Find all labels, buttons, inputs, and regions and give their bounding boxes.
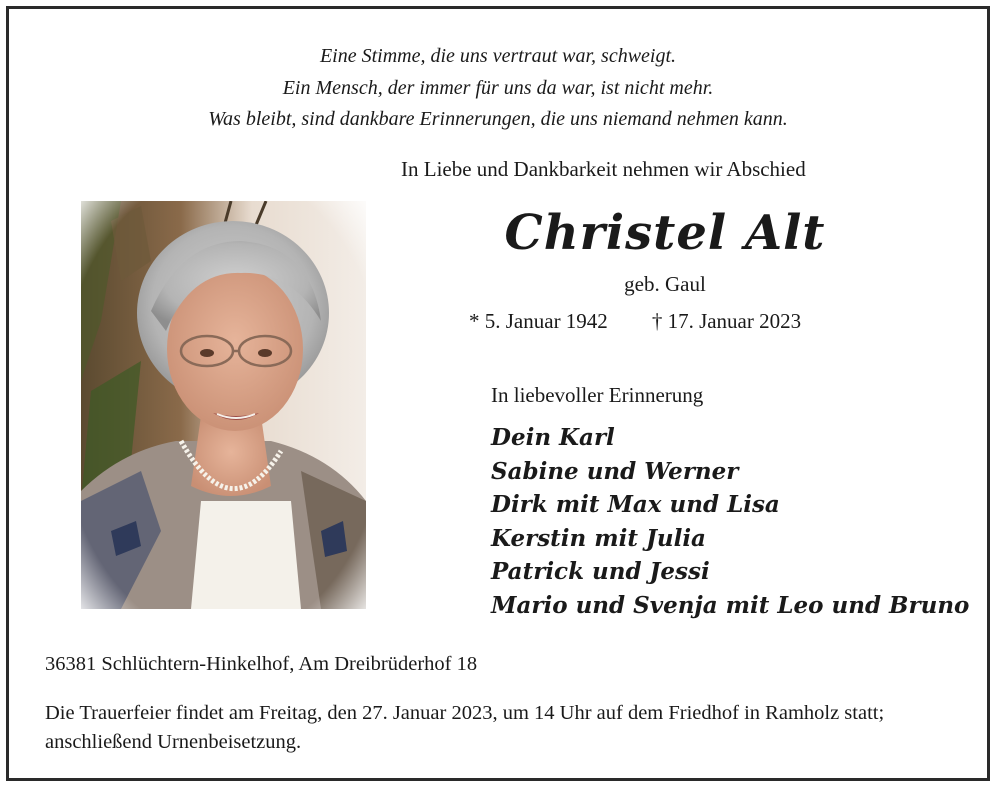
poem-line-3: Was bleibt, sind dankbare Erinnerungen, die uns niemand nehmen kann. [208, 108, 788, 130]
mourner-name: Dein Karl [491, 424, 615, 451]
mourner-name: Sabine und Werner [491, 457, 739, 485]
deceased-name: Christel Alt [504, 205, 826, 261]
birth-name: geb. Gaul [624, 272, 706, 296]
birth-date: * 5. Januar 1942 [469, 309, 608, 333]
farewell-intro: In Liebe und Dankbarkeit nehmen wir Abschied [401, 157, 806, 181]
mourners-list [491, 421, 969, 623]
death-date: † 17. Januar 2023 [651, 309, 802, 333]
obituary-frame [6, 6, 990, 781]
life-dates [469, 309, 801, 334]
mourners-intro: In liebevoller Erinnerung [491, 383, 704, 407]
mourner-name: Patrick und Jessi [491, 558, 710, 586]
family-address: 36381 Schlüchtern-Hinkelhof, Am Dreibrüderhof 18 [45, 653, 478, 675]
mourner-name: Mario und Svenja mit Leo und Bruno [491, 591, 970, 619]
portrait-image [81, 201, 366, 609]
memorial-poem [9, 41, 987, 136]
poem-line-1: Eine Stimme, die uns vertraut war, schweigt. [319, 45, 677, 67]
funeral-service-notice: Die Trauerfeier findet am Freitag, den 27. Januar 2023, um 14 Uhr auf dem Friedhof in Ramholz statt; anschließend Urnenbeisetzung. [45, 702, 885, 753]
mourner-name: Kerstin mit Julia [491, 524, 706, 552]
poem-line-2: Ein Mensch, der immer für uns da war, ist nicht mehr. [282, 76, 714, 99]
portrait-photo [81, 201, 366, 609]
mourner-name: Dirk mit Max und Lisa [491, 491, 780, 519]
